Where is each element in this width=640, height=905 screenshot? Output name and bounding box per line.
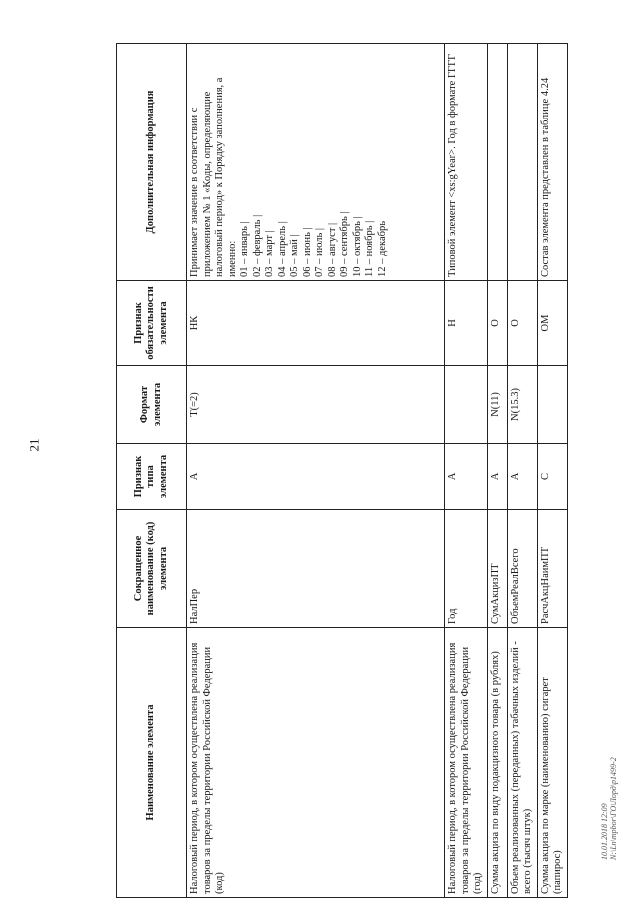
table-row xyxy=(187,44,445,898)
month-item: 04 – апрель | xyxy=(276,221,288,277)
cell-type: А xyxy=(507,444,537,510)
cell-info: Типовой элемент <xs:gYear>. Год в формате ГГГГ xyxy=(445,44,488,281)
footer-stamp xyxy=(600,757,618,860)
month-item: 06 – июнь | xyxy=(301,227,313,277)
table-row xyxy=(445,44,488,898)
header-info: Дополнительная информация xyxy=(117,44,187,281)
cell-required: ОМ xyxy=(537,281,567,366)
cell-format: Т(=2) xyxy=(187,366,445,444)
cell-info: Состав элемента представлен в таблице 4.24 xyxy=(537,44,567,281)
cell-name: Сумма акциза по марке (наименованию) сигарет (папирос) xyxy=(537,628,567,898)
table-header-row xyxy=(117,44,187,898)
month-item: 11 – ноябрь | xyxy=(364,220,375,277)
cell-type: С xyxy=(537,444,567,510)
month-item: 12 – декабрь xyxy=(376,221,388,277)
month-item: 10 – октябрь | xyxy=(351,216,363,277)
cell-format: N(11) xyxy=(487,366,507,444)
cell-info xyxy=(507,44,537,281)
header-name: Наименование элемента xyxy=(117,628,187,898)
footer-stamp-date: 10.01.2018 12:09 xyxy=(600,803,609,860)
table-row xyxy=(507,44,537,898)
cell-info xyxy=(187,44,445,281)
footer-stamp-path: N:\Ln\mpbor\ГО\Лорд\р1499-2 xyxy=(609,757,618,860)
cell-required: НК xyxy=(187,281,445,366)
cell-info xyxy=(487,44,507,281)
cell-name: Налоговый период, в котором осуществлена реализация товаров за пределы территории Российской Федерации (код) xyxy=(187,628,445,898)
cell-name: Налоговый период, в котором осуществлена реализация товаров за пределы территории Российской Федерации (год) xyxy=(445,628,488,898)
cell-format: N(15.3) xyxy=(507,366,537,444)
month-item: 08 – август | xyxy=(326,222,338,277)
cell-name: Сумма акциза по виду подакцизного товара (в рублях) xyxy=(487,628,507,898)
month-item: 07 – июль | xyxy=(314,228,325,277)
table-row xyxy=(487,44,507,898)
header-format: Формат элемента xyxy=(117,366,187,444)
month-item: 02 – февраль | xyxy=(251,214,263,277)
table-row xyxy=(537,44,567,898)
cell-format xyxy=(445,366,488,444)
info-intro: Принимает значение в соответствии с приложением № 1 «Коды, определяющие налоговый период» к Порядку заполнения, а именно: xyxy=(189,77,238,277)
cell-type: А xyxy=(445,444,488,510)
header-short-code: Сокращенное наименование (код) элемента xyxy=(117,510,187,628)
cell-short-code: ОбъемРеалВсего xyxy=(507,510,537,628)
cell-required: О xyxy=(487,281,507,366)
month-item: 05 – май | xyxy=(289,234,300,277)
page-number: 21 xyxy=(26,438,42,452)
month-item: 01 – январь | xyxy=(239,221,250,277)
cell-format xyxy=(537,366,567,444)
cell-required: Н xyxy=(445,281,488,366)
month-item: 09 – сентябрь | xyxy=(339,211,350,277)
cell-type: А xyxy=(487,444,507,510)
element-table xyxy=(116,43,568,898)
cell-short-code: СумАкцизПТ xyxy=(487,510,507,628)
cell-required: О xyxy=(507,281,537,366)
header-type: Признак типа элемента xyxy=(117,444,187,510)
cell-type: А xyxy=(187,444,445,510)
header-required: Признак обязательности элемента xyxy=(117,281,187,366)
cell-name: Объем реализованных (переданных) табачных изделий - всего (тысяч штук) xyxy=(507,628,537,898)
cell-short-code: РасчАкцНаимПТ xyxy=(537,510,567,628)
cell-short-code: Год xyxy=(445,510,488,628)
element-table-wrapper xyxy=(116,44,563,898)
month-item: 03 – март | xyxy=(264,230,275,277)
cell-short-code: НалПер xyxy=(187,510,445,628)
